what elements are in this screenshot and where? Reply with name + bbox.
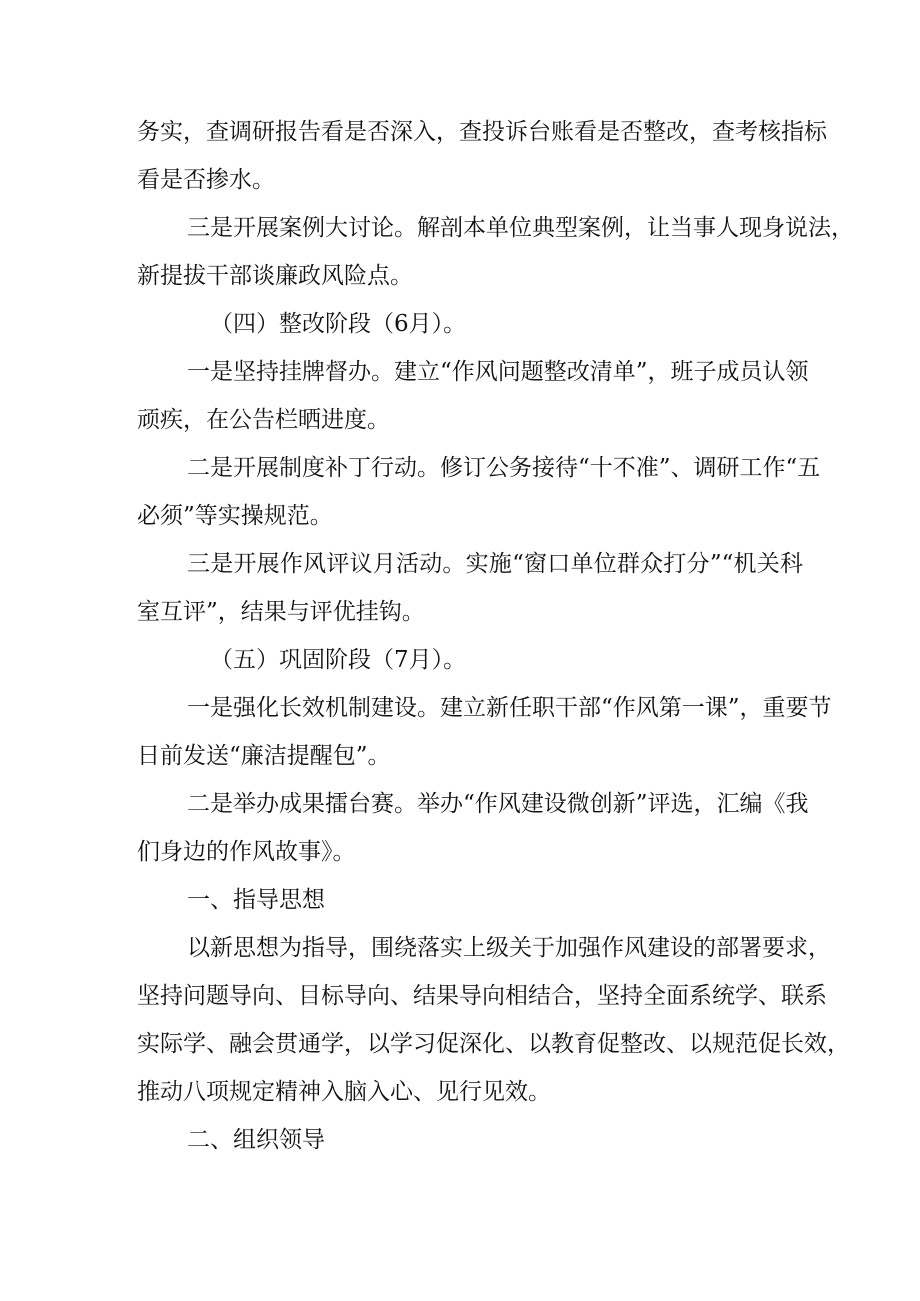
body-text-line: 一是强化长效机制建设。建立新任职干部“作风第一课”，重要节	[187, 695, 832, 721]
body-text-line: 日前发送“廉洁提醒包”。	[137, 743, 391, 769]
body-text-line: 三是开展案例大讨论。解剖本单位典型案例，让当事人现身说法，	[187, 215, 854, 241]
body-text-line: 必须”等实操规范。	[137, 503, 333, 529]
body-text-line: 坚持问题导向、目标导向、结果导向相结合，坚持全面系统学、联系	[137, 983, 827, 1009]
body-text-line: 一是坚持挂牌督办。建立“作风问题整改清单”，班子成员认领	[187, 359, 809, 385]
section-subheading: （四）整改阶段（6月）。	[210, 311, 467, 337]
body-text-line: 推动八项规定精神入脑入心、见行见效。	[137, 1079, 551, 1105]
section-heading: 二、组织领导	[187, 1127, 325, 1153]
body-text-line: 三是开展作风评议月活动。实施“窗口单位群众打分”“机关科	[187, 551, 803, 577]
body-text-line: 二是开展制度补丁行动。修订公务接待“十不准”、调研工作“五	[187, 455, 821, 481]
body-text-line: 新提拔干部谈廉政风险点。	[137, 263, 413, 289]
body-text-line: 室互评”，结果与评优挂钩。	[137, 599, 425, 625]
body-text-line: 以新思想为指导，围绕落实上级关于加强作风建设的部署要求，	[187, 935, 831, 961]
body-text-line: 看是否掺水。	[137, 167, 275, 193]
section-subheading: （五）巩固阶段（7月）。	[210, 647, 467, 673]
section-heading: 一、指导思想	[187, 887, 325, 913]
body-text-line: 们身边的作风故事》。	[137, 839, 356, 865]
body-text-line: 实际学、融会贯通学，以学习促深化、以教育促整改、以规范促长效，	[137, 1031, 850, 1057]
body-text-line: 顽疾，在公告栏晒进度。	[137, 407, 390, 433]
body-text-line: 务实，查调研报告看是否深入，查投诉台账看是否整改，查考核指标	[137, 119, 827, 145]
body-text-line: 二是举办成果擂台赛。举办“作风建设微创新”评选，汇编《我	[187, 791, 809, 817]
